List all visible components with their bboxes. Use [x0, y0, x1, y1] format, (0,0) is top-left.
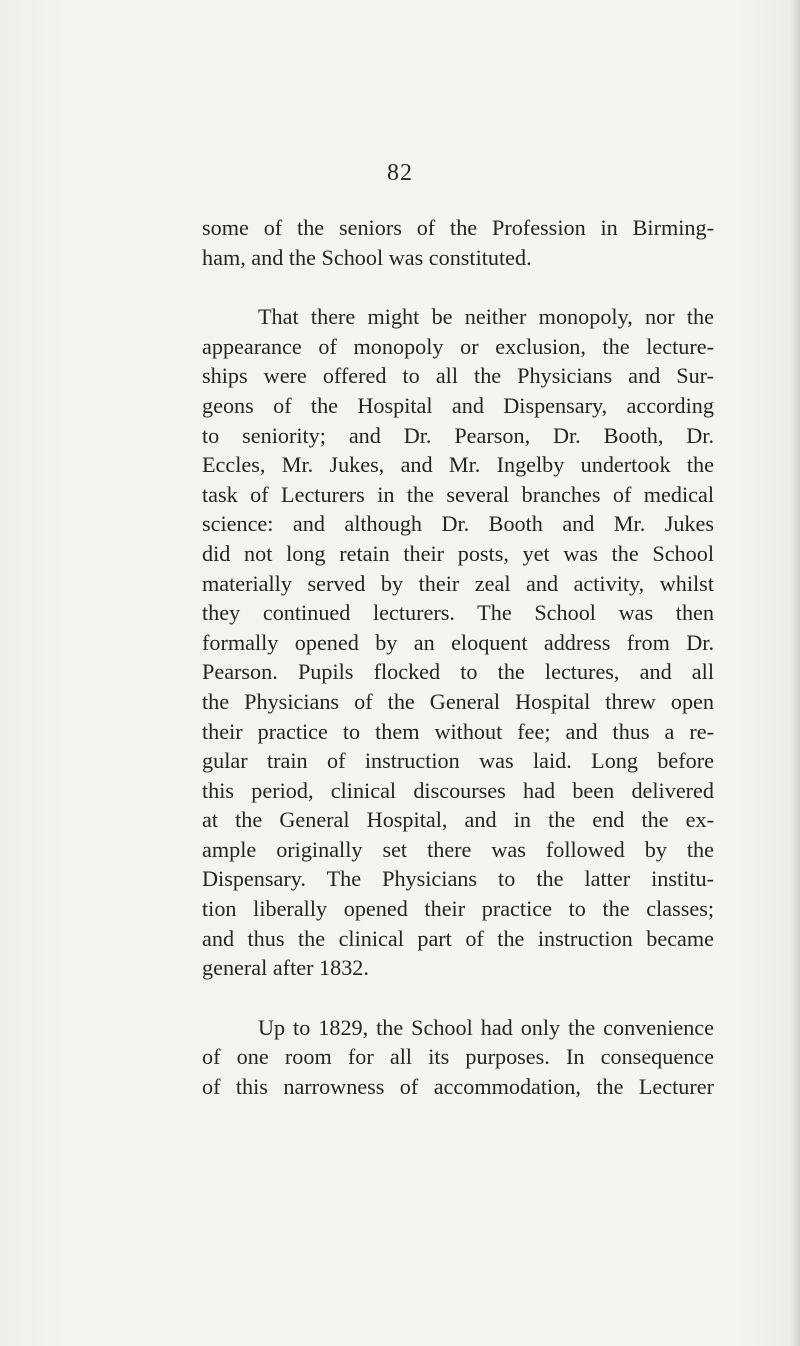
paragraph-3	[202, 1013, 714, 1102]
text-line: to seniority; and Dr. Pearson, Dr. Booth, Dr.	[202, 422, 714, 448]
text-line: Pearson. Pupils flocked to the lectures, and all	[202, 659, 714, 685]
text-line: task of Lecturers in the several branches of medical	[202, 481, 714, 507]
text-line: formally opened by an eloquent address from Dr.	[202, 629, 714, 655]
text-line: Dispensary. The Physicians to the latter institu-	[202, 866, 714, 892]
text-line: Up to 1829, the School had only the convenience	[258, 1014, 714, 1040]
page-edge-shadow	[790, 0, 800, 1346]
text-line: That there might be neither monopoly, nor the	[258, 304, 714, 330]
body-text	[202, 213, 714, 1102]
text-line: gular train of instruction was laid. Long before	[202, 748, 714, 774]
text-line: and thus the clinical part of the instruction became	[202, 925, 714, 951]
text-line: ships were offered to all the Physicians and Sur-	[202, 363, 714, 389]
text-line: at the General Hospital, and in the end the ex-	[202, 807, 714, 833]
text-line: of this narrowness of accommodation, the Lecturer	[202, 1074, 714, 1100]
text-line: this period, clinical discourses had been delivered	[202, 777, 714, 803]
paragraph-1	[202, 213, 714, 272]
text-line: did not long retain their posts, yet was the School	[202, 540, 714, 566]
paragraph-2	[202, 302, 714, 983]
text-line: tion liberally opened their practice to the classes;	[202, 896, 714, 922]
text-line: general after 1832.	[202, 955, 369, 981]
text-line: science: and although Dr. Booth and Mr. Jukes	[202, 511, 714, 537]
text-line: some of the seniors of the Profession in Birming-	[202, 215, 714, 240]
paragraph-gap	[202, 983, 714, 1013]
text-line: appearance of monopoly or exclusion, the lecture-	[202, 333, 714, 359]
text-line: ample originally set there was followed by the	[202, 836, 714, 862]
text-line: they continued lecturers. The School was then	[202, 600, 714, 626]
text-line: their practice to them without fee; and thus a re-	[202, 718, 714, 744]
text-line: materially served by their zeal and activity, whilst	[202, 570, 714, 596]
text-line: Eccles, Mr. Jukes, and Mr. Ingelby undertook the	[202, 452, 714, 478]
paragraph-gap	[202, 272, 714, 302]
text-line: of one room for all its purposes. In consequence	[202, 1044, 714, 1070]
page-number: 82	[387, 160, 413, 186]
text-line: the Physicians of the General Hospital threw open	[202, 688, 714, 714]
text-line: ham, and the School was constituted.	[202, 244, 532, 270]
text-line: geons of the Hospital and Dispensary, according	[202, 392, 714, 418]
